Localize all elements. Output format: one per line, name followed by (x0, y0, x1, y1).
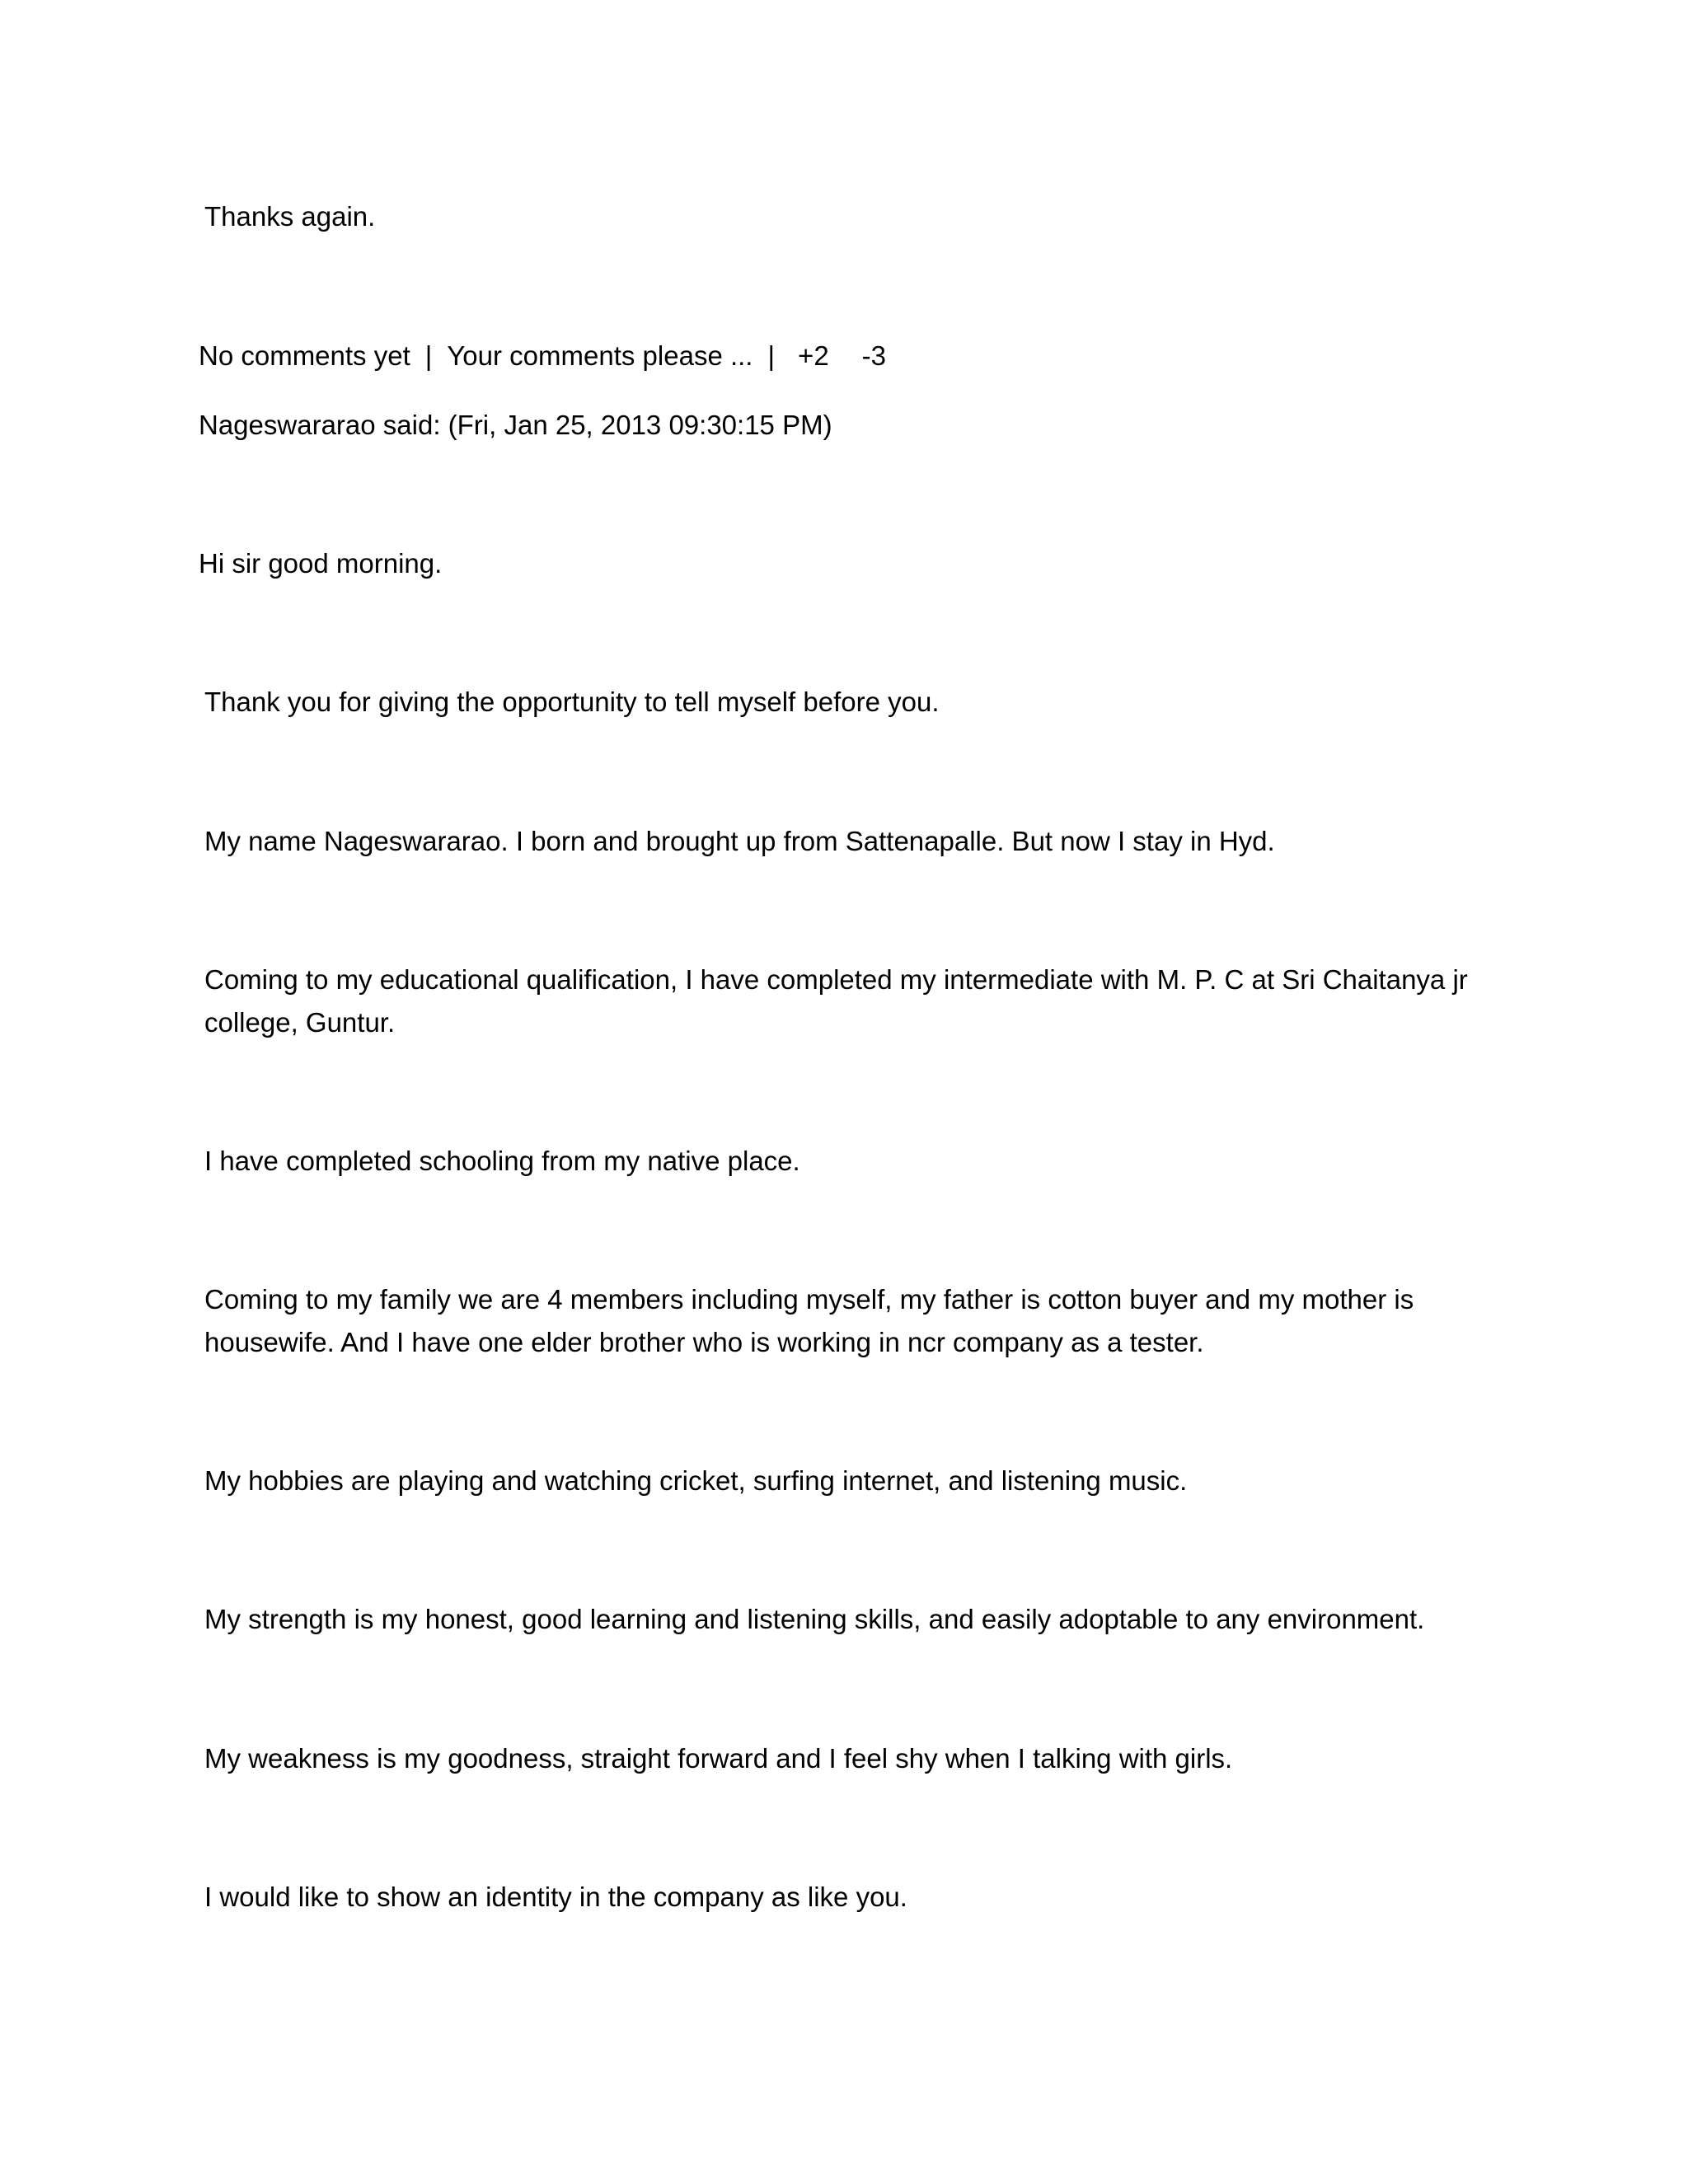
upvote-count[interactable]: +2 (798, 340, 829, 371)
answer-paragraph-text: Coming to my family we are 4 members including myself, my father is cotton buyer and my mother is housewife. And I have one elder brother who is working in ncr company as a tester. (204, 1284, 1414, 1357)
answer-paragraph (199, 958, 1501, 1044)
answer-paragraph: My name Nageswararao. I born and brought up from Sattenapalle. But now I stay in Hyd. (204, 826, 1275, 856)
answer-paragraph (199, 1278, 1501, 1364)
downvote-count[interactable]: -3 (861, 340, 887, 371)
separator: | (767, 340, 776, 371)
author-line: Nageswararao said: (Fri, Jan 25, 2013 09:30:15 PM) (199, 410, 832, 440)
comment-meta-bar (199, 335, 886, 377)
answer-paragraph: Thank you for giving the opportunity to tell myself before you. (204, 687, 940, 717)
answer-paragraph: I have completed schooling from my native place. (204, 1146, 800, 1176)
answer-paragraph: My hobbies are playing and watching cricket, surfing internet, and listening music. (204, 1465, 1188, 1496)
answer-paragraph-text: Coming to my educational qualification, I have completed my intermediate with M. P. C at Sri Chaitanya jr college, Guntur. (204, 964, 1468, 1038)
closing-text: Thanks again. (204, 201, 376, 232)
answer-paragraph: My weakness is my goodness, straight forward and I feel shy when I talking with girls. (204, 1743, 1233, 1774)
no-comments-link[interactable]: No comments yet (199, 340, 410, 371)
your-comments-link[interactable]: Your comments please ... (447, 340, 753, 371)
answer-paragraph: I would like to show an identity in the company as like you. (204, 1882, 907, 1912)
separator: | (424, 340, 433, 371)
answer-paragraph: My strength is my honest, good learning and listening skills, and easily adoptable to any environment. (204, 1604, 1425, 1634)
greeting-text: Hi sir good morning. (199, 548, 443, 579)
